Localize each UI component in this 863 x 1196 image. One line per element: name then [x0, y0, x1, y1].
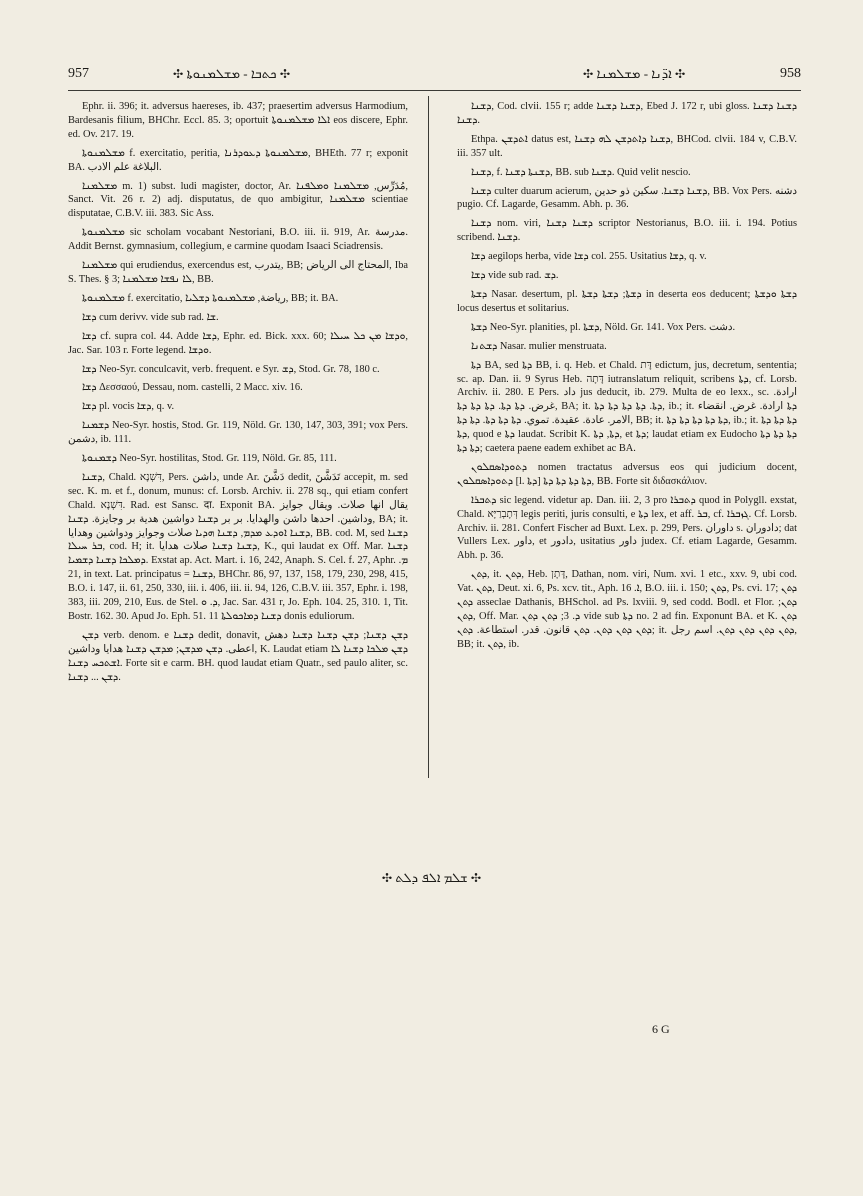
entry-text: ܕܫܐ Neo-Syr. conculcavit, verb. frequent. e Syr. ܕܫ, Stod. Gr. 78, 180 c.: [82, 363, 380, 375]
dictionary-entry: [68, 363, 408, 377]
entry-text: ܕܫܐ cum derivv. vide sub rad. ܫܐ.: [82, 311, 219, 323]
entry-text: ܕܫܢܐ, f. ܕܫܢܬܐ ܕܫܢܐ, BB. sub ܕܫܢܐ. Quid velit nescio.: [471, 166, 691, 178]
dictionary-entry: [68, 419, 408, 447]
dictionary-entry: [457, 340, 797, 354]
entry-text: ܕܫܢܐ, Cod. clvii. 155 r; adde ܕܫܢܐ ܕܫܢܐ, Ebed J. 172 r, ubi gloss. ܕܫܢܐ ܕܫܢܐ ܕܫܢܐ.: [457, 101, 797, 126]
page-number-right: 958: [780, 66, 801, 81]
dictionary-entry: [457, 288, 797, 316]
entry-text: ܕܫܐ Δεσσαού, Dessau, nom. castelli, 2 Macc. xiv. 16.: [82, 382, 303, 394]
dictionary-entry: [68, 147, 408, 175]
column-divider: [428, 96, 429, 778]
dictionary-entry: [457, 100, 797, 128]
entry-text: ܕܫܬܐ Nasar. desertum, pl. ܕܫܬܐ; ܕܫܬܐ ܕܫܬܐ in deserta eos deducent; ܕܫܬܐ ܘܕܫܬܐ locus desertus et solitarius.: [457, 288, 798, 314]
dictionary-entry: [68, 471, 408, 624]
section-end-title: ✣ ܫܠܡ ܐܠܦ ܕܠܬ ✣: [381, 870, 482, 885]
dictionary-entry: [457, 166, 797, 180]
entry-text: ܕܬܒܪܐ sic legend. videtur ap. Dan. iii. 2, 3 pro ܕܬܒܪܐ quod in Polygll. exstat, Chald. דְּתָבְרַיָּא legis periti, juris consulti, e ܕܬܐ lex, et aff. ܒܪ, cf. ܓܙܒܪܐ. Cf. Lorsb. Archiv. ii. 281. Confert Fischer ad Buxt. Lex. p. 299, Pers. داوران s. دادوران; dat Vullers Lex. داور, et دادور, usitatius داور judex. Cf. etiam Lagarde, Gesamm. Abh. p. 36.: [457, 494, 798, 562]
entry-text: ܕܫܬܢܐ Nasar. mulier menstruata.: [471, 340, 607, 352]
entry-text: ܕܫܢܐ nom. viri, ܕܫܢܐ ܕܫܢܐ scriptor Nestorianus, B.O. iii. i. 194. Potius scribend. ܕܫܢܐ.: [457, 218, 797, 244]
dictionary-entry: [457, 359, 797, 456]
dictionary-entry: [68, 330, 408, 358]
dictionary-entry: [68, 180, 408, 222]
dictionary-entry: [457, 461, 797, 489]
page-header: [68, 64, 801, 88]
entry-text: Ephr. ii. 396; it. adversus haereses, ib. 437; praesertim adversus Harmodium, Bardesanis filium, BHChr. Eccl. 85. 3; oportuit ܐܠܐ ܡܫܠܡܢܘܬܐ eos discere, Ephr. ed. Ov. 217. 19.: [68, 101, 408, 140]
entry-text: ܡܫܠܡܢܐ m. 1) subst. ludi magister, doctor, Ar. مُدَرِّس, ܡܫܠܡܢܐ ܘܡܠܦܢܐ, Sanct. Vit. 26 r. 2) adj. disputatus, de quo ambigitur, ܡܫܠܡܢܐ scientiae disputatae, C.B.V. iii. 383. Sic Ass.: [68, 180, 408, 220]
entry-text: ܕܫܐ cf. supra col. 44. Adde ܕܫܐ, Ephr. ed. Bick. xxx. 60; ܘܕܫܐ ܡܢ ܟܠ ܚܝܠܐ, Jac. Sar. 103 r. Forte legend. ܘܕܫܐ.: [68, 330, 408, 356]
signature-mark: 6 G: [652, 1022, 670, 1036]
dictionary-entry: [457, 133, 797, 161]
dictionary-entry: [68, 100, 408, 142]
entry-text: ܡܫܠܡܢܘܬܐ sic scholam vocabant Nestoriani, B.O. iii. ii. 919, Ar. مدرسة. Addit Bernst. gymnasium, collegium, e carmine quodam Isaaci Sciadrensis.: [68, 227, 408, 253]
dictionary-entry: [457, 250, 797, 264]
entry-text: ܕܫܢܐ culter duarum acierum, ܕܫܢܐ ܕܫܢܐ. سكين ذو حدين, BB. Vox Pers. دشنه pugio. Cf. Lagarde, Gesamm. Abh. p. 36.: [457, 185, 798, 211]
entry-text: ܕܫܐ aegilops herba, vide ܕܫܐ col. 255. Usitatius ܕܫܐ, q. v.: [471, 251, 707, 263]
dictionary-entry: [457, 321, 797, 335]
entry-text: Ethpa. ܐܬܕܫܢ datus est, ܕܫܢܐ ܕܐܬܕܫܢ ܠܗ ܕܫܢܐ, BHCod. clvii. 184 v, C.B.V. iii. 357 ult.: [457, 133, 797, 159]
dictionary-entry: [68, 292, 408, 306]
dictionary-entry: [457, 568, 797, 651]
running-head-left: ✣ ܟܬܒܐ - ܡܫܠܡܢܘܬܐ ✣: [173, 66, 291, 81]
dictionary-entry: [68, 629, 408, 685]
entry-text: ܕܬܘܕܐܣܩܠܘܢ nomen tractatus adversus eos qui judicium docent, ܕܬܘܕܐܣܩܠܘܢ [l. ܕܬܐ] ܕܬܐ ܕܬܐ ܕܬܐ ܕܬܐ, BB. Forte sit διδασκάλιον.: [457, 461, 797, 487]
entry-text: ܕܫܢܐ, Chald. דִּשְׁנָא, Pers. داشن, unde Ar. دَشَّنَ dedit, تَدَشَّنَ accepit, m. sed sec. K. m. et f., donum, munus: cf. Lorsb. Archiv. ii. 278 sq., qui etiam confert Chald. דִּשְׁנָא. Rad. est Sansc. दा. Exponit BA. يقال انها صلات. ويقال جوايز وداشين. احدها داشن والهدايا. بر بر ܕܫܢܐ دواشين هدية بر وجايزة. ܕܫܢܐ, BA; it. ܕܫܢܐ ܐܘܕܥ ܡܕܡ, ܕܫܢܐ ܗܕܝܐ صلات وجوايز ودواشين وهدايا, BB. cod. M, sed ܕܫܢܐ ܒܪ ܚܝܠܐ, cod. H; it. ܕܫܢܐ ܕܫܢܐ صلات هدايا, K., qui laudat ex Off. Mar. ܕܫܢܐ ܕܡܠܟܐ ܕܫܢܐ ܕܫܡܝܐ. Exstat ap. Act. Mart. i. 16, 242, Anaph. S. Cel. f. 27, Aphr. ܡ. 21, in text. Lat. principatus = ܕܫܢܐ, BHChr. 86, 97, 137, 158, 179, 230, 298, 415, B.O. i. 147, ii. 61, 250, 330, iii. i. 406, iii. ii. 94, 126, C.B.V. iii. 357, Ephr. i. 198, 383, iii. 209, 210, Eus. de Stel. ܕ. ܘ, Jac. Sar. 431 r, Jo. Eph. 104. 25, 310. 1, Tit. Bostr. 162. 30. Apud Jo. Eph. 51. 11 ܕܫܢܐ ܕܡܐܟܘܠܬܐ donis eduliorum.: [68, 471, 409, 622]
dictionary-entry: [457, 217, 797, 245]
entry-text: ܕܫܐ pl. vocis ܕܫܐ, q. v.: [82, 401, 175, 413]
entry-text: ܡܫܠܡܢܐ qui erudiendus, exercendus est, يتدرب, BB; المحتاج الى الرياض, Iba S. Thes. § 3; ܠܐ ܢܦܫܐ ܡܫܠܡܢܐ, BB.: [68, 260, 409, 285]
entry-text: ܕܫܡܢܘܬܐ Neo-Syr. hostilitas, Stod. Gr. 119, Nöld. Gr. 85, 111.: [82, 453, 337, 465]
dictionary-entry: [68, 259, 408, 287]
dictionary-entry: [68, 400, 408, 414]
dictionary-entry: [457, 185, 797, 213]
page-number-left: 957: [68, 66, 89, 81]
entry-text: ܡܫܠܡܢܘܬܐ f. exercitatio, رياضة, ܡܫܠܡܢܘܬܐ ܕܫܠܝܐ, BB; it. BA.: [82, 292, 339, 304]
dictionary-entry: [68, 381, 408, 395]
entry-text: ܕܬܢ, it. ܕܬܢ, Heb. דָּתָן, Dathan, nom. viri, Num. xvi. 1 etc., xxv. 9, ubi cod. Vat. ܕܬܢ, Deut. xi. 6, Ps. xcv. tit., Aph. ܐ. 16, B.O. iii. i. 150; ܕܬܢ, Ps. cvi. 17; ܕܬܢ ܕܬܢ asseclae Dathanis, BHSchol. ad Ps. lxviii. 9, sed codd. Bodl. et Flor. ܕܬܢ; ܕܬܢ, Off. Mar. ܕ. 3; ܕܬܢ ܕܬܢ vide sub ܕܬܐ no. 2 ad fin. Exponunt BA. et K. ܕܬܢ ܕܬܢ ܕܬܢ ܕܬܢ. ܕܬܢ قانون. قدر. استطاعة. ܕܬܢ; it. ܕܬܢ ܕܬܢ ܕܬܢ ܕܬܢ. اسم رجل, BB; it. ܕܬܢ, ib.: [457, 569, 798, 650]
dictionary-entry: [457, 494, 797, 564]
entry-text: ܕܫܢ verb. denom. e ܕܫܢܐ dedit, donavit, ܕܫܢ ܕܫܢܐ; ܕܫܢ ܕܫܢܐ ܕܫܢܐ دهش اعطى. ܕܫܢ ܡܕܫܢ; ܡܕܫܢ ܕܫܢܐ هدايا وداشين, K. Laudat etiam ܕܫܢ ܡܠܟܐ ܕܫܢܐ ܠܐ ܐܫܬܟܚ ܕܫܢܐ. Forte sit e carm. BH. quod laudat etiam Quatr., sed paulo aliter, sc. ܕܫܢ ... ܕܫܢܐ.: [68, 629, 408, 683]
entry-text: ܕܬܐ BA, sed ܕܬܐ BB, i. q. Heb. et Chald. דָּת edictum, jus, decretum, sententia; sc. ap. Dan. ii. 9 Syrus Heb. דָּתָה iutranslatum reliquit, scribens ܕܬܐ, cf. Lorsb. Archiv. ii. 280. E Pers. داد jus deducit, ib. 279. Multa de eo lexx., sc. ارادة. غرض. ܕܬܐ ܕܬܐ. ܕܬܐ ܕܬܐ ܕܬܐ, BA; it. ܕܬܐ. ܕܬܐ ܕܬܐ ܕܬܐ ܕܬܐ, ib.; it. ܕܬܐ ارادة. غرض. انقضاء الامر. عادة. عقيدة. تموي. ܕܬܐ ܕܬܐ ܕܬܐ. ܕܬܐ ܕܬܐ, BB; it. ܕܬܐ ܕܬܐ ܕܬܐ ܕܬܐ ܕܬܐ, ib.; it. ܕܬܐ ܕܬܐ ܕܬܐ ܕܬܐ, quod e ܕܬܐ laudat. Scribit K. ܕܬܐ, ܕܬܐ, et ܕܬܐ; laudat etiam ex Eudocho ܕܬܐ ܕܬܐ ܕܬܐ ܕܬܐ ܕܬܐ; caetera paene eadem exhibet ac BA.: [457, 359, 797, 455]
dictionary-entry: [457, 269, 797, 283]
entry-text: ܕܫܬܐ Neo-Syr. planities, pl. ܕܫܬܐ, Nöld. Gr. 141. Vox Pers. دشت.: [471, 321, 736, 333]
running-head-right: ✣ ܐܕ̈ܢܐ - ܡܫܠܡܢܐ ✣: [583, 66, 686, 81]
right-column: [457, 100, 797, 657]
dictionary-entry: [68, 226, 408, 254]
dictionary-entry: [68, 452, 408, 466]
entry-text: ܕܫܡܢܐ Neo-Syr. hostis, Stod. Gr. 119, Nöld. Gr. 130, 147, 303, 391; vox Pers. دشمن, ib. 111.: [68, 420, 408, 446]
entry-text: ܡܫܠܡܢܘܬܐ f. exercitatio, peritia, ܡܫܠܡܢܘܬܐ ܕܥܘܕܪܢܐ, BHEth. 77 r; exponit BA. البلاغة علم الادب.: [68, 147, 408, 173]
left-column: [68, 100, 408, 690]
dictionary-entry: [68, 311, 408, 325]
entry-text: ܕܫܐ vide sub rad. ܕܫ.: [471, 270, 559, 282]
header-rule: [68, 90, 801, 91]
